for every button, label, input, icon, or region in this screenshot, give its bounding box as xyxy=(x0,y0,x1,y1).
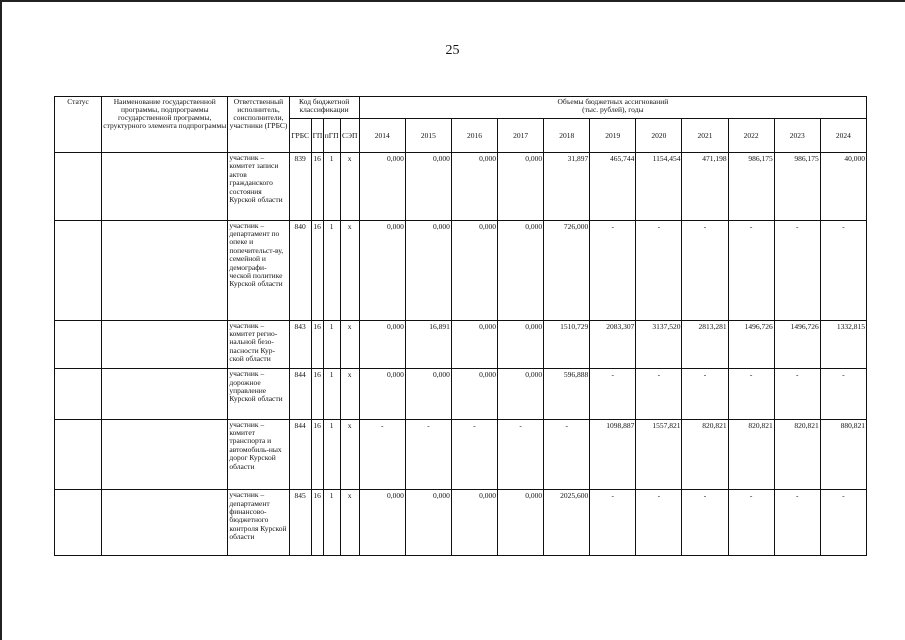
grbs-cell: 845 xyxy=(289,490,311,556)
scan-border-left xyxy=(0,0,2,640)
value-cell-2017: - xyxy=(498,419,544,490)
responsible-cell: участник – комитет записи актов гражданского состояния Курской области xyxy=(228,153,289,221)
value-cell-2021: 820,821 xyxy=(682,419,728,490)
program-name-cell xyxy=(102,320,228,368)
grbs-cell: 843 xyxy=(289,320,311,368)
table-row xyxy=(55,220,867,320)
header-gp: ГП xyxy=(311,119,323,153)
grbs-cell: 839 xyxy=(289,153,311,221)
value-cell-2023: 1496,726 xyxy=(774,320,820,368)
gp-cell: 16 xyxy=(311,490,323,556)
program-name-cell xyxy=(102,153,228,221)
header-year: 2022 xyxy=(728,119,774,153)
header-year: 2015 xyxy=(405,119,451,153)
value-cell-2024: - xyxy=(820,220,866,320)
table-row xyxy=(55,490,867,556)
status-cell xyxy=(55,369,102,420)
value-cell-2020: - xyxy=(636,220,682,320)
value-cell-2024: 1332,815 xyxy=(820,320,866,368)
pgp-cell: 1 xyxy=(323,419,340,490)
header-year: 2020 xyxy=(636,119,682,153)
scan-border-top xyxy=(0,0,905,2)
header-pgp: пГП xyxy=(323,119,340,153)
value-cell-2016: 0,000 xyxy=(451,490,497,556)
value-cell-2014: 0,000 xyxy=(359,369,405,420)
value-cell-2018: 1510,729 xyxy=(544,320,590,368)
budget-table xyxy=(54,96,867,556)
header-code-group: Код бюджетной классификации xyxy=(289,97,359,119)
value-cell-2024: 40,000 xyxy=(820,153,866,221)
gp-cell: 16 xyxy=(311,220,323,320)
responsible-cell: участник – департамент финансово-бюджетного контроля Курской области xyxy=(228,490,289,556)
value-cell-2024: - xyxy=(820,490,866,556)
sep-cell: х xyxy=(340,153,359,221)
header-volumes xyxy=(359,97,866,119)
gp-cell: 16 xyxy=(311,320,323,368)
pgp-cell: 1 xyxy=(323,490,340,556)
status-cell xyxy=(55,419,102,490)
program-name-cell xyxy=(102,490,228,556)
value-cell-2021: 471,198 xyxy=(682,153,728,221)
table-row xyxy=(55,153,867,221)
gp-cell: 16 xyxy=(311,369,323,420)
header-volumes-line1: Объемы бюджетных ассигнований xyxy=(557,97,669,106)
header-year: 2017 xyxy=(498,119,544,153)
value-cell-2022: 820,821 xyxy=(728,419,774,490)
value-cell-2014: 0,000 xyxy=(359,490,405,556)
value-cell-2018: 31,897 xyxy=(544,153,590,221)
value-cell-2019: 1098,887 xyxy=(590,419,636,490)
value-cell-2017: 0,000 xyxy=(498,220,544,320)
table-row xyxy=(55,369,867,420)
value-cell-2019: - xyxy=(590,490,636,556)
gp-cell: 16 xyxy=(311,419,323,490)
sep-cell: х xyxy=(340,490,359,556)
sep-cell: х xyxy=(340,419,359,490)
program-name-cell xyxy=(102,220,228,320)
value-cell-2022: 1496,726 xyxy=(728,320,774,368)
value-cell-2024: 880,821 xyxy=(820,419,866,490)
value-cell-2019: 465,744 xyxy=(590,153,636,221)
value-cell-2014: 0,000 xyxy=(359,320,405,368)
header-year: 2024 xyxy=(820,119,866,153)
value-cell-2022: 986,175 xyxy=(728,153,774,221)
value-cell-2023: 820,821 xyxy=(774,419,820,490)
header-sep: СЭП xyxy=(340,119,359,153)
sep-cell: х xyxy=(340,369,359,420)
header-name: Наименование государственной программы, подпрограммы государственной программы, структурного элемента подпрограммы xyxy=(102,97,228,153)
program-name-cell xyxy=(102,419,228,490)
value-cell-2023: - xyxy=(774,490,820,556)
value-cell-2017: 0,000 xyxy=(498,490,544,556)
value-cell-2014: 0,000 xyxy=(359,153,405,221)
gp-cell: 16 xyxy=(311,153,323,221)
value-cell-2019: - xyxy=(590,369,636,420)
value-cell-2019: 2083,307 xyxy=(590,320,636,368)
value-cell-2023: - xyxy=(774,220,820,320)
program-name-cell xyxy=(102,369,228,420)
pgp-cell: 1 xyxy=(323,153,340,221)
page-number: 25 xyxy=(445,43,460,58)
value-cell-2020: 3137,520 xyxy=(636,320,682,368)
value-cell-2019: - xyxy=(590,220,636,320)
value-cell-2018: 596,888 xyxy=(544,369,590,420)
value-cell-2017: 0,000 xyxy=(498,153,544,221)
value-cell-2024: - xyxy=(820,369,866,420)
value-cell-2017: 0,000 xyxy=(498,369,544,420)
value-cell-2016: 0,000 xyxy=(451,320,497,368)
status-cell xyxy=(55,153,102,221)
pgp-cell: 1 xyxy=(323,369,340,420)
value-cell-2020: 1154,454 xyxy=(636,153,682,221)
table-row xyxy=(55,419,867,490)
header-year: 2014 xyxy=(359,119,405,153)
header-year: 2021 xyxy=(682,119,728,153)
header-volumes-line2: (тыс. рублей), годы xyxy=(582,104,644,114)
value-cell-2020: - xyxy=(636,369,682,420)
sep-cell: х xyxy=(340,320,359,368)
grbs-cell: 844 xyxy=(289,369,311,420)
value-cell-2015: 0,000 xyxy=(405,369,451,420)
value-cell-2014: - xyxy=(359,419,405,490)
value-cell-2021: 2813,281 xyxy=(682,320,728,368)
responsible-cell: участник – дорожное управление Курской области xyxy=(228,369,289,420)
value-cell-2021: - xyxy=(682,220,728,320)
status-cell xyxy=(55,490,102,556)
value-cell-2015: - xyxy=(405,419,451,490)
responsible-cell: участник – комитет регио-нальной безо-пасности Кур-ской области xyxy=(228,320,289,368)
value-cell-2020: - xyxy=(636,490,682,556)
value-cell-2016: - xyxy=(451,419,497,490)
value-cell-2015: 0,000 xyxy=(405,153,451,221)
value-cell-2018: - xyxy=(544,419,590,490)
header-year: 2019 xyxy=(590,119,636,153)
header-grbs: ГРБС xyxy=(289,119,311,153)
header-responsible: Ответственный исполнитель, соисполнители, участники (ГРБС) xyxy=(228,97,289,153)
value-cell-2021: - xyxy=(682,369,728,420)
responsible-cell: участник – департамент по опеке и попечительст-ву, семейной и демографи-ческой политике Курской области xyxy=(228,220,289,320)
status-cell xyxy=(55,220,102,320)
grbs-cell: 840 xyxy=(289,220,311,320)
value-cell-2016: 0,000 xyxy=(451,153,497,221)
value-cell-2016: 0,000 xyxy=(451,369,497,420)
value-cell-2014: 0,000 xyxy=(359,220,405,320)
header-year: 2023 xyxy=(774,119,820,153)
value-cell-2015: 0,000 xyxy=(405,220,451,320)
responsible-cell: участник – комитет транспорта и автомобиль-ных дорог Курской области xyxy=(228,419,289,490)
value-cell-2015: 0,000 xyxy=(405,490,451,556)
header-year: 2016 xyxy=(451,119,497,153)
status-cell xyxy=(55,320,102,368)
header-status: Статус xyxy=(55,97,102,153)
value-cell-2022: - xyxy=(728,490,774,556)
value-cell-2021: - xyxy=(682,490,728,556)
value-cell-2018: 726,000 xyxy=(544,220,590,320)
value-cell-2023: 986,175 xyxy=(774,153,820,221)
value-cell-2023: - xyxy=(774,369,820,420)
value-cell-2020: 1557,821 xyxy=(636,419,682,490)
value-cell-2022: - xyxy=(728,220,774,320)
pgp-cell: 1 xyxy=(323,220,340,320)
table-row xyxy=(55,320,867,368)
value-cell-2022: - xyxy=(728,369,774,420)
value-cell-2015: 16,891 xyxy=(405,320,451,368)
header-year: 2018 xyxy=(544,119,590,153)
pgp-cell: 1 xyxy=(323,320,340,368)
grbs-cell: 844 xyxy=(289,419,311,490)
value-cell-2018: 2025,600 xyxy=(544,490,590,556)
value-cell-2016: 0,000 xyxy=(451,220,497,320)
sep-cell: х xyxy=(340,220,359,320)
value-cell-2017: 0,000 xyxy=(498,320,544,368)
